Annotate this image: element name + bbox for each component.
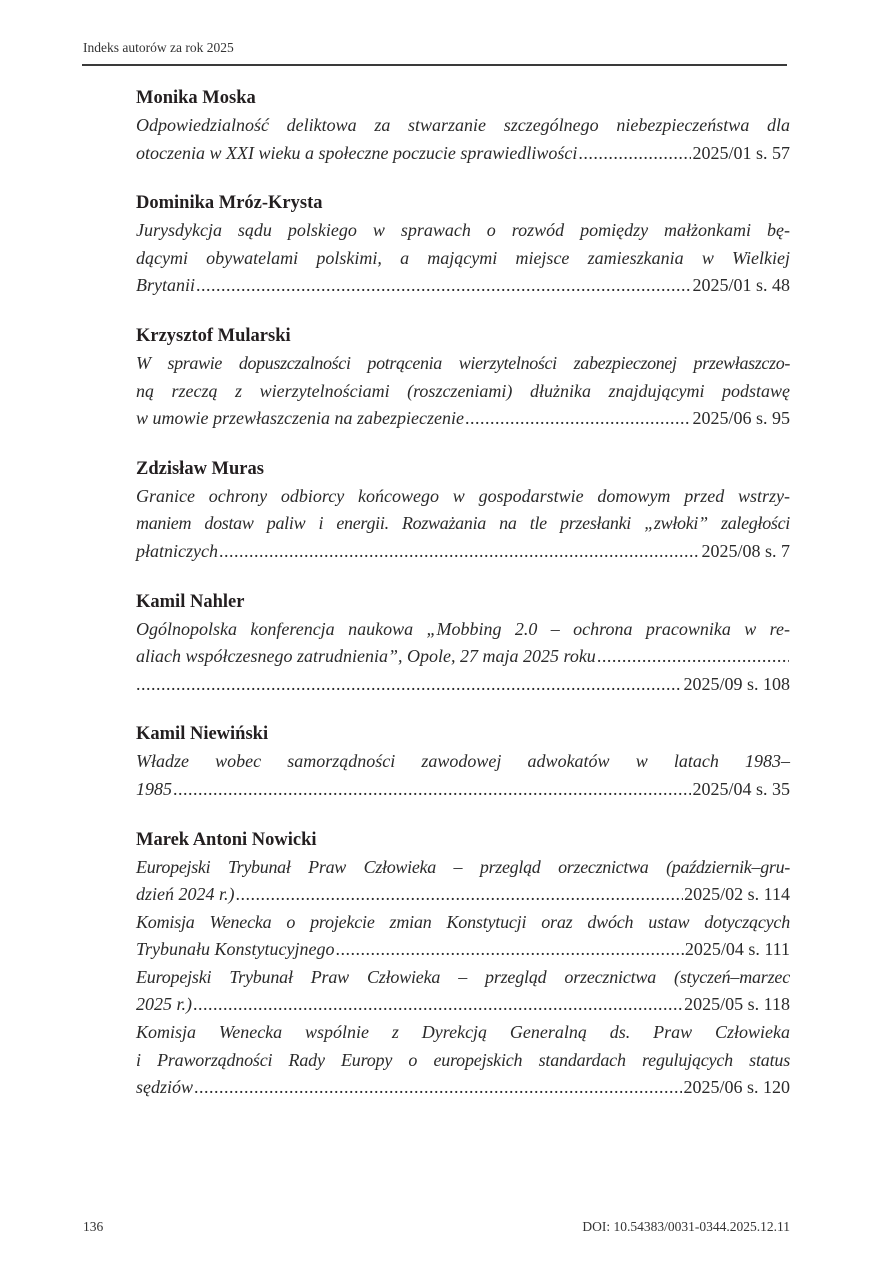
article-reference-line xyxy=(136,538,790,566)
issue-page-reference: 2025/04 s. 111 xyxy=(684,939,790,960)
issue-page-reference: 2025/09 s. 108 xyxy=(683,673,790,694)
article-title-line: W sprawie dopuszczalności potrącenia wierzytelności zabezpieczonej przewłaszczo- xyxy=(136,352,790,373)
issue-page-reference: 2025/08 s. 7 xyxy=(701,540,790,561)
header-rule xyxy=(82,64,787,66)
article-item xyxy=(136,854,790,909)
article-title-line: Władze wobec samorządności zawodowej adwokatów w latach 1983– xyxy=(136,751,790,772)
article-title-line: dącymi obywatelami polskimi, a mającymi miejsce zamieszkania w Wielkiej xyxy=(136,247,790,268)
article-reference-line xyxy=(136,936,790,964)
page-number: 136 xyxy=(83,1219,104,1234)
author-entry xyxy=(136,826,790,1102)
article-title-line: Komisja Wenecka wspólnie z Dyrekcją Generalną ds. Praw Człowieka xyxy=(136,1022,790,1043)
issue-page-reference: 2025/06 s. 120 xyxy=(683,1077,790,1098)
article-reference-line xyxy=(136,272,790,300)
article-title-line: i Praworządności Rady Europy o europejskich standardach regulujących status xyxy=(136,1049,790,1070)
article-title-line: płatniczych xyxy=(136,540,218,561)
article-item xyxy=(136,350,790,433)
article-title-line: dzień 2024 r.) xyxy=(136,884,235,905)
dot-leader xyxy=(193,991,683,1019)
dot-leader xyxy=(194,1074,682,1102)
author-name: Zdzisław Muras xyxy=(136,458,264,479)
article-title-line: maniem dostaw paliw i energii. Rozważania na tle przesłanki „zwłoki” zaległości xyxy=(136,513,790,534)
dot-leader xyxy=(335,936,683,964)
article-item xyxy=(136,909,790,964)
issue-page-reference: 2025/02 s. 114 xyxy=(684,884,790,905)
article-item xyxy=(136,483,790,566)
author-name: Marek Antoni Nowicki xyxy=(136,829,317,850)
article-title-line: aliach współczesnego zatrudnienia”, Opole, 27 maja 2025 roku xyxy=(136,646,596,667)
dot-leader xyxy=(597,643,789,671)
author-entry xyxy=(136,720,790,803)
article-title-line: Europejski Trybunał Praw Człowieka – przegląd orzecznictwa (październik–gru- xyxy=(136,856,790,877)
author-entry xyxy=(136,588,790,699)
doi-reference: DOI: 10.54383/0031-0344.2025.12.11 xyxy=(582,1219,790,1234)
author-entry xyxy=(136,84,790,167)
article-item xyxy=(136,616,790,699)
dot-leader xyxy=(578,140,691,168)
article-reference-line xyxy=(136,881,790,909)
issue-page-reference: 2025/04 s. 35 xyxy=(692,778,790,799)
article-title-line: otoczenia w XXI wieku a społeczne poczucie sprawiedliwości xyxy=(136,142,578,163)
dot-leader xyxy=(196,272,691,300)
article-reference-line xyxy=(136,671,790,699)
article-item xyxy=(136,748,790,803)
issue-page-reference: 2025/05 s. 118 xyxy=(684,994,790,1015)
article-title-line: ną rzeczą z wierzytelnościami (roszczeniami) dłużnika znajdującymi podstawę xyxy=(136,380,790,401)
dot-leader xyxy=(236,881,684,909)
article-item xyxy=(136,112,790,167)
author-name: Kamil Niewiński xyxy=(136,724,269,745)
author-entry xyxy=(136,189,790,300)
article-title-line: Odpowiedzialność deliktowa za stwarzanie szczególnego niebezpieczeństwa dla xyxy=(136,115,790,135)
author-name: Kamil Nahler xyxy=(136,591,245,612)
author-index xyxy=(136,84,790,1124)
article-title-line-with-leader xyxy=(136,643,790,671)
article-reference-line xyxy=(136,405,790,433)
article-title-line: 1985 xyxy=(136,778,172,799)
author-name: Monika Moska xyxy=(136,88,256,108)
article-title-line: sędziów xyxy=(136,1077,194,1098)
dot-leader xyxy=(219,538,701,566)
author-entry xyxy=(136,322,790,433)
article-item xyxy=(136,217,790,300)
article-title-line: Trybunału Konstytucyjnego xyxy=(136,939,335,960)
issue-page-reference: 2025/01 s. 57 xyxy=(692,142,790,163)
article-item xyxy=(136,964,790,1019)
dot-leader xyxy=(465,405,692,433)
article-title-line: Jurysdykcja sądu polskiego w sprawach o rozwód pomiędzy małżonkami bę- xyxy=(136,220,790,241)
author-entry xyxy=(136,455,790,566)
article-reference-line xyxy=(136,991,790,1019)
article-title-line: 2025 r.) xyxy=(136,994,193,1015)
article-title-line: w umowie przewłaszczenia na zabezpieczenie xyxy=(136,408,464,429)
dot-leader xyxy=(136,671,682,699)
article-title-line: Europejski Trybunał Praw Człowieka – przegląd orzecznictwa (styczeń–marzec xyxy=(136,966,790,987)
article-title-line: Granice ochrony odbiorcy końcowego w gospodarstwie domowym przed wstrzy- xyxy=(136,485,790,506)
article-item xyxy=(136,1019,790,1102)
running-head-title: Indeks autorów za rok 2025 xyxy=(83,40,234,55)
article-reference-line xyxy=(136,776,790,804)
article-reference-line xyxy=(136,1074,790,1102)
issue-page-reference: 2025/01 s. 48 xyxy=(692,275,790,296)
author-name: Krzysztof Mularski xyxy=(136,325,291,346)
article-title-line: Brytanii xyxy=(136,275,195,296)
article-reference-line xyxy=(136,140,790,168)
article-title-line: Ogólnopolska konferencja naukowa „Mobbing 2.0 – ochrona pracownika w re- xyxy=(136,618,790,639)
article-title-line: Komisja Wenecka o projekcie zmian Konstytucji oraz dwóch ustaw dotyczących xyxy=(136,911,790,932)
author-name: Dominika Mróz-Krysta xyxy=(136,193,323,214)
dot-leader xyxy=(173,776,691,804)
issue-page-reference: 2025/06 s. 95 xyxy=(692,408,790,429)
